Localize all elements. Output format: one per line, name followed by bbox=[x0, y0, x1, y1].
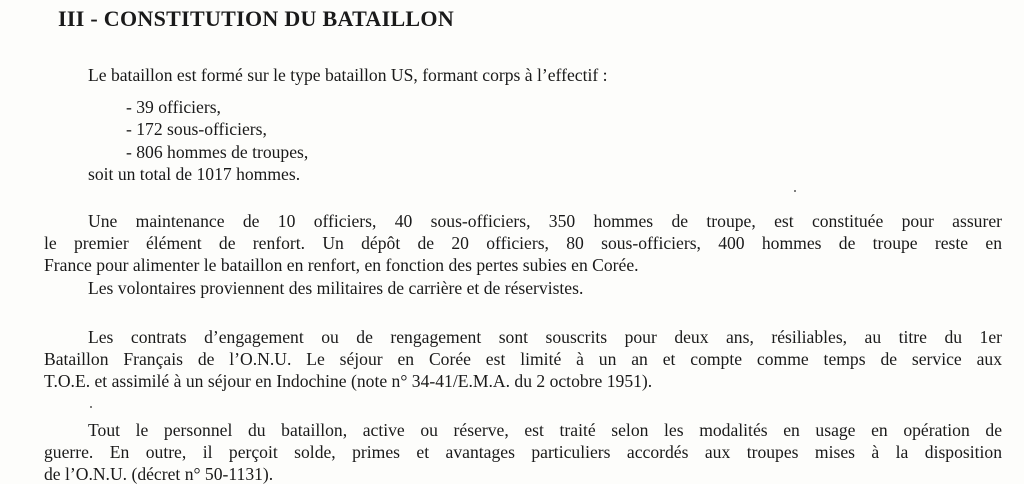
paragraph-2-line-1: Les contrats d’engagement ou de rengagement sont souscrits pour deux ans, résiliables, au titre du 1er bbox=[88, 327, 1002, 347]
effectif-item-sous-officiers: - 172 sous-officiers, bbox=[126, 119, 267, 139]
paragraph-1b: Les volontaires proviennent des militaires de carrière et de réservistes. bbox=[88, 278, 584, 298]
paragraph-3-line-3: de l’O.N.U. (décret n° 50-1131). bbox=[44, 464, 274, 484]
paragraph-2-line-2: Bataillon Français de l’O.N.U. Le séjour en Corée est limité à un an et compte comme temps de service aux bbox=[44, 349, 1002, 369]
effectif-item-hommes: - 806 hommes de troupes, bbox=[126, 142, 309, 162]
scan-speck bbox=[90, 406, 92, 408]
section-heading: III - CONSTITUTION DU BATAILLON bbox=[58, 6, 455, 31]
paragraph-1-line-3: France pour alimenter le bataillon en renfort, en fonction des pertes subies en Corée. bbox=[44, 255, 639, 275]
total-line: soit un total de 1017 hommes. bbox=[88, 164, 301, 184]
paragraph-1-line-1: Une maintenance de 10 officiers, 40 sous-officiers, 350 hommes de troupe, est constituée pour assurer bbox=[88, 211, 1002, 231]
paragraph-3-line-1: Tout le personnel du bataillon, active ou réserve, est traité selon les modalités en usage en opération de bbox=[88, 420, 1002, 440]
paragraph-1-line-2: le premier élément de renfort. Un dépôt de 20 officiers, 80 sous-officiers, 400 hommes de troupe reste en bbox=[44, 233, 1002, 253]
intro-line: Le bataillon est formé sur le type bataillon US, formant corps à l’effectif : bbox=[88, 65, 608, 85]
paragraph-3-line-2: guerre. En outre, il perçoit solde, primes et avantages particuliers accordés aux troupes mises à la disposition bbox=[44, 442, 1002, 462]
paragraph-2-line-3: T.O.E. et assimilé à un séjour en Indochine (note n° 34-41/E.M.A. du 2 octobre 1951). bbox=[44, 371, 653, 391]
effectif-item-officiers: - 39 officiers, bbox=[126, 97, 221, 117]
scan-speck bbox=[794, 190, 796, 192]
